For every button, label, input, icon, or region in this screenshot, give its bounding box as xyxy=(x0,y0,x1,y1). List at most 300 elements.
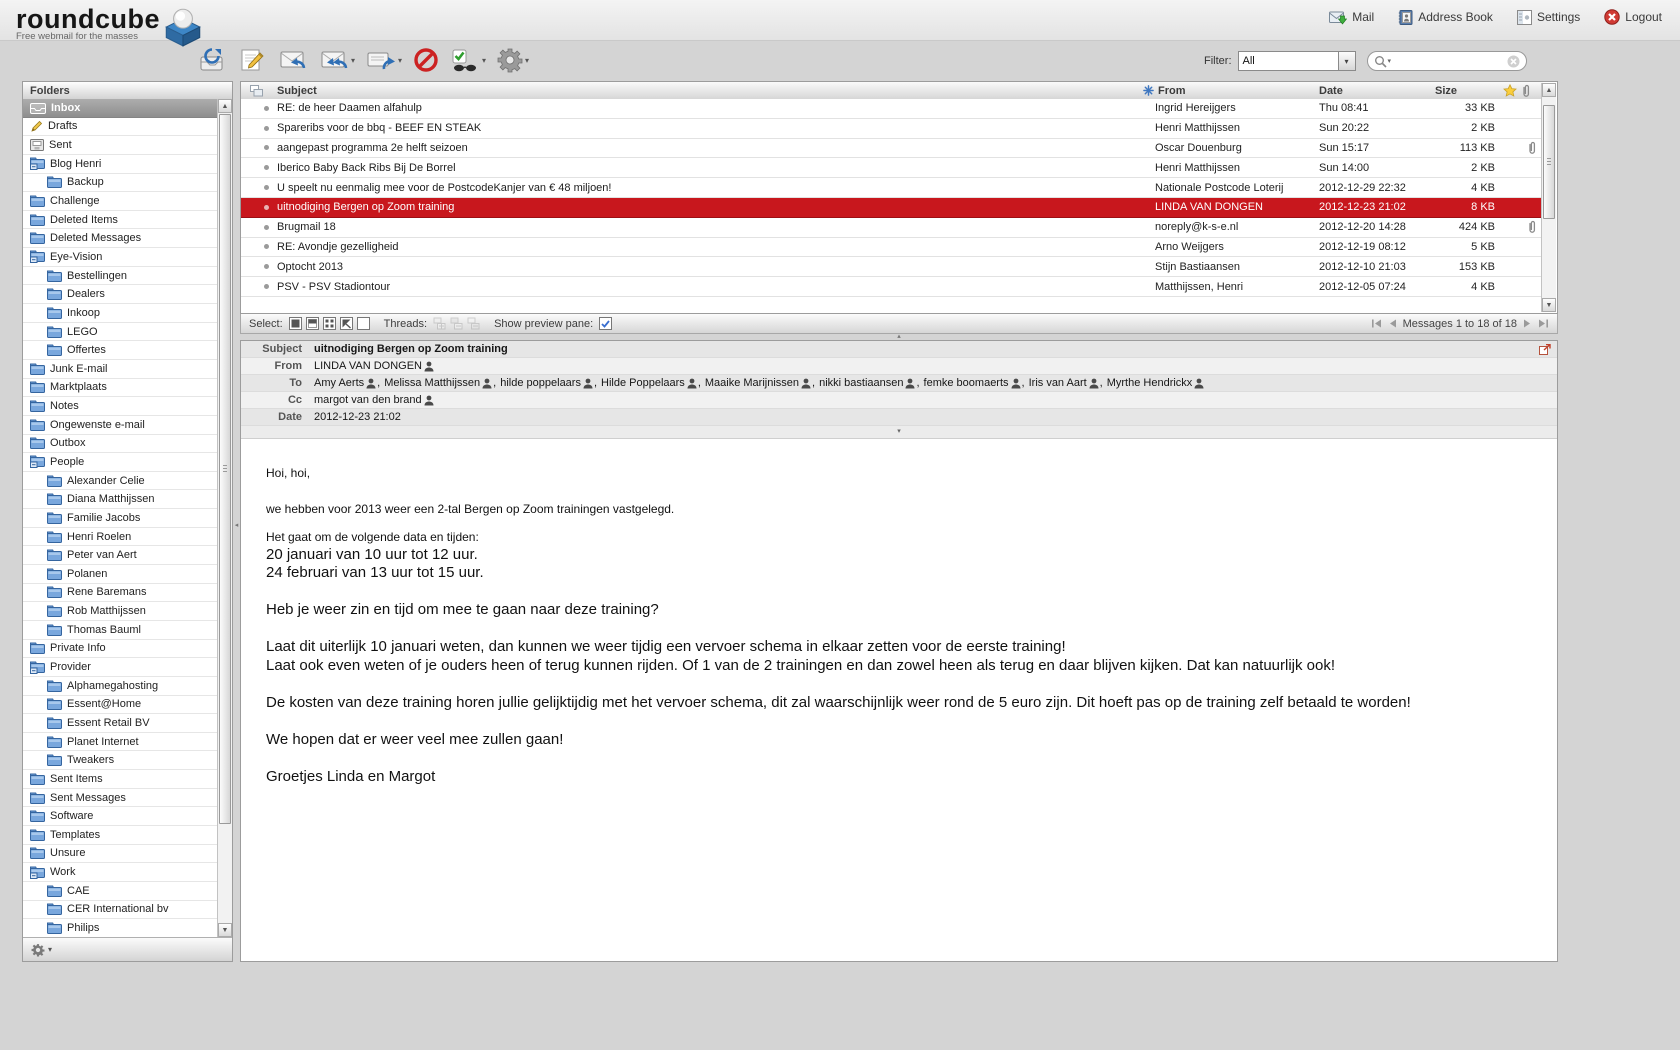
folder-icon xyxy=(30,232,45,244)
message-date: 2012-12-19 08:12 xyxy=(1319,240,1406,253)
separator: , xyxy=(697,377,701,389)
folder-bestellingen[interactable] xyxy=(23,267,217,286)
folder-icon xyxy=(47,736,62,748)
contact-name[interactable]: LINDA VAN DONGEN xyxy=(314,360,434,372)
taskbar-label: Settings xyxy=(1536,10,1581,24)
folder-label: Notes xyxy=(50,400,79,413)
contact-name[interactable]: margot van den brand xyxy=(314,394,434,406)
next-page-icon[interactable] xyxy=(1523,319,1532,328)
roundcube-logo xyxy=(16,5,206,47)
taskbar-button-address-book[interactable] xyxy=(1398,10,1493,25)
folder-outbox[interactable] xyxy=(23,435,217,454)
folder-label: Thomas Bauml xyxy=(67,623,141,636)
folder-icon xyxy=(30,847,45,859)
logo-tagline: Free webmail for the masses xyxy=(16,31,138,42)
person-icon xyxy=(1089,378,1099,389)
message-list-scrollbar[interactable] xyxy=(1541,83,1556,312)
person-icon xyxy=(583,378,593,389)
taskbar-button-mail[interactable] xyxy=(1329,10,1374,25)
folder-icon xyxy=(47,903,62,915)
message-subject: Brugmail 18 xyxy=(277,221,336,234)
person-icon xyxy=(424,395,434,406)
folder-icon xyxy=(30,400,45,412)
folder-ongewenste-e-mail[interactable] xyxy=(23,416,217,435)
folder-icon xyxy=(47,680,62,692)
folder-people[interactable] xyxy=(23,453,217,472)
search-input[interactable] xyxy=(1394,54,1506,68)
message-row[interactable] xyxy=(241,277,1543,297)
folder-cer-international-bv[interactable] xyxy=(23,901,217,920)
taskbar xyxy=(1329,9,1662,25)
folder-diana-matthijssen[interactable] xyxy=(23,490,217,509)
collapse-headers-icon[interactable]: ▾ xyxy=(897,428,901,435)
blank-line xyxy=(266,712,1537,731)
star-icon xyxy=(1503,84,1517,97)
contact-name[interactable]: Amy Aerts xyxy=(314,377,376,389)
message-from: Henri Matthijssen xyxy=(1155,122,1240,135)
message-row[interactable] xyxy=(241,119,1543,139)
folder-essent-retail-bv[interactable] xyxy=(23,714,217,733)
folder-deleted-items[interactable] xyxy=(23,211,217,230)
scrollbar-thumb[interactable] xyxy=(219,114,231,824)
chevron-down-icon[interactable]: ▾ xyxy=(398,55,403,65)
expand-unread-threads-icon[interactable] xyxy=(450,317,463,330)
replyall-icon xyxy=(319,47,349,73)
preview-pane xyxy=(240,340,1558,962)
folder-label: Offertes xyxy=(67,344,106,357)
preview-subject-row xyxy=(241,341,1557,358)
clear-search-icon[interactable] xyxy=(1507,55,1520,68)
contact-name[interactable]: hilde poppelaars xyxy=(500,377,593,389)
folder-label: Blog Henri xyxy=(50,157,102,170)
select-none-icon[interactable] xyxy=(357,317,370,330)
folder-templates[interactable] xyxy=(23,826,217,845)
person-icon xyxy=(1011,378,1021,389)
folder-henri-roelen[interactable] xyxy=(23,528,217,547)
message-subject: Optocht 2013 xyxy=(277,260,344,273)
column-header-flag[interactable] xyxy=(1503,82,1521,99)
preview-to xyxy=(307,377,1557,389)
previous-page-icon[interactable] xyxy=(1388,319,1397,328)
folder-label: Henri Roelen xyxy=(67,530,132,543)
message-size: 4 KB xyxy=(1471,280,1495,293)
folder-peter-van-aert[interactable] xyxy=(23,546,217,565)
scroll-up-icon[interactable]: ▲ xyxy=(1542,83,1556,97)
folder-private-info[interactable] xyxy=(23,640,217,659)
folder-icon xyxy=(47,493,62,505)
message-date: Thu 08:41 xyxy=(1319,102,1369,115)
vertical-splitter-handle[interactable]: ◂ xyxy=(234,522,239,529)
column-header-attachment[interactable] xyxy=(1521,82,1543,99)
scroll-up-icon[interactable]: ▲ xyxy=(218,99,232,113)
folder-icon xyxy=(30,642,45,654)
folder-essent-home[interactable] xyxy=(23,696,217,715)
separator: , xyxy=(916,377,920,389)
folder-label: Junk E-mail xyxy=(50,362,108,375)
folder-challenge[interactable] xyxy=(23,192,217,211)
folder-label: Rene Baremans xyxy=(67,586,147,599)
message-row[interactable] xyxy=(241,158,1543,178)
mail-icon xyxy=(1329,10,1347,25)
body-line: Hoi, hoi, xyxy=(266,466,311,480)
message-body xyxy=(241,439,1557,961)
folder-polanen[interactable] xyxy=(23,565,217,584)
folder-work[interactable] xyxy=(23,863,217,882)
message-rows xyxy=(241,99,1543,313)
folder-marktplaats[interactable] xyxy=(23,379,217,398)
folder-eye-vision[interactable] xyxy=(23,248,217,267)
blank-line xyxy=(266,620,1537,639)
message-list-panel xyxy=(240,81,1558,314)
person-icon xyxy=(1194,378,1204,389)
folder-alexander-celie[interactable] xyxy=(23,472,217,491)
search-menu-caret-icon[interactable]: ▾ xyxy=(1387,58,1392,65)
checkmail-button[interactable] xyxy=(196,46,230,74)
addressbook-icon xyxy=(1398,10,1413,25)
folder-junk-e-mail[interactable] xyxy=(23,360,217,379)
folder-thomas-bauml[interactable] xyxy=(23,621,217,640)
message-size: 5 KB xyxy=(1471,240,1495,253)
column-header-from[interactable]: From xyxy=(1129,82,1319,99)
pencil-icon xyxy=(30,120,43,133)
folder-label: Polanen xyxy=(67,567,108,580)
folder-icon xyxy=(30,829,45,841)
message-size: 113 KB xyxy=(1459,141,1495,154)
folder-inkoop[interactable] xyxy=(23,304,217,323)
parent-folder-icon xyxy=(30,157,45,170)
message-from: Ingrid Hereijgers xyxy=(1155,102,1236,115)
inbox-icon xyxy=(30,102,46,114)
folder-alphamegahosting[interactable] xyxy=(23,677,217,696)
folder-label: Inbox xyxy=(51,101,81,114)
select-current-page-icon[interactable] xyxy=(306,317,319,330)
folders-actions-bar xyxy=(23,937,232,961)
folder-actions-button[interactable] xyxy=(31,943,52,957)
folder-icon xyxy=(47,717,62,729)
folder-deleted-messages[interactable] xyxy=(23,229,217,248)
body-line: we hebben voor 2013 weer een 2-tal Bergen op Zoom trainingen vastgelegd. xyxy=(266,501,675,516)
thread-toggle-icon[interactable] xyxy=(241,82,271,99)
taskbar-label: Address Book xyxy=(1418,10,1493,24)
folder-unsure[interactable] xyxy=(23,845,217,864)
collapse-all-threads-icon[interactable] xyxy=(467,317,480,330)
search-icon[interactable] xyxy=(1374,55,1387,68)
folder-dealers[interactable] xyxy=(23,285,217,304)
message-row[interactable] xyxy=(241,257,1543,277)
folder-icon xyxy=(47,270,62,282)
folder-label: Alexander Celie xyxy=(67,474,145,487)
folder-label: Essent@Home xyxy=(67,698,142,711)
message-status-icon[interactable] xyxy=(264,264,269,269)
expand-all-threads-icon[interactable] xyxy=(433,317,446,330)
from-label: From xyxy=(274,360,302,372)
folder-label: Diana Matthijssen xyxy=(67,493,155,506)
folder-label: People xyxy=(50,455,85,468)
message-status-icon[interactable] xyxy=(264,205,269,210)
person-icon xyxy=(366,378,376,389)
folder-sent[interactable] xyxy=(23,136,217,155)
filter-select[interactable] xyxy=(1238,51,1356,71)
settings-icon xyxy=(1517,10,1532,25)
scroll-down-icon[interactable]: ▼ xyxy=(1542,298,1556,312)
paperclip-icon xyxy=(1521,84,1531,98)
folder-icon xyxy=(30,437,45,449)
message-from: Nationale Postcode Loterij xyxy=(1155,181,1284,194)
forward-button[interactable] xyxy=(364,46,404,74)
folder-rob-matthijssen[interactable] xyxy=(23,602,217,621)
folder-label: Provider xyxy=(50,661,91,674)
chevron-down-icon[interactable]: ▾ xyxy=(1338,52,1355,70)
preview-from-row xyxy=(241,358,1557,375)
folder-icon xyxy=(30,792,45,804)
sort-icon xyxy=(1143,85,1154,96)
folder-icon xyxy=(47,698,62,710)
folder-label: Work xyxy=(50,866,76,879)
contact-name[interactable]: Maaike Marijnissen xyxy=(705,377,811,389)
folder-label: Templates xyxy=(50,828,101,841)
message-status-icon[interactable] xyxy=(264,145,269,150)
mark-button[interactable] xyxy=(448,46,488,74)
folder-sent-messages[interactable] xyxy=(23,789,217,808)
compose-button[interactable] xyxy=(237,46,269,74)
header-collapse-strip xyxy=(241,426,1557,439)
body-line: De kosten van deze training horen jullie gelijktijdig met het vervoer schema, dit zal waarschijnlijk weer rond de 5 euro zijn. Dit hoeft pas op de training zelf betaald te worden! xyxy=(266,693,1411,711)
message-status-icon[interactable] xyxy=(264,185,269,190)
folder-label: Familie Jacobs xyxy=(67,511,141,524)
folder-label: Planet Internet xyxy=(67,735,139,748)
folder-icon xyxy=(47,475,62,487)
folder-label: Tweakers xyxy=(67,754,115,767)
message-size: 8 KB xyxy=(1471,201,1495,214)
chevron-down-icon[interactable]: ▾ xyxy=(351,55,356,65)
folder-icon xyxy=(47,176,62,188)
preview-subject: uitnodiging Bergen op Zoom training xyxy=(314,343,508,355)
message-from: Henri Matthijssen xyxy=(1155,161,1240,174)
folder-icon xyxy=(47,624,62,636)
scroll-down-icon[interactable]: ▼ xyxy=(218,923,232,937)
message-status-icon[interactable] xyxy=(264,165,269,170)
folder-icon xyxy=(47,344,62,356)
folders-panel xyxy=(22,81,233,962)
preview-pane-checkbox[interactable] xyxy=(599,317,612,330)
folder-provider[interactable] xyxy=(23,658,217,677)
message-date: Sun 14:00 xyxy=(1319,161,1370,174)
blank-line xyxy=(266,675,1537,694)
message-status-icon[interactable] xyxy=(264,284,269,289)
checkmail-icon xyxy=(198,47,228,73)
folder-icon xyxy=(47,307,62,319)
message-row[interactable] xyxy=(241,178,1543,198)
folder-software[interactable] xyxy=(23,807,217,826)
folder-inbox[interactable] xyxy=(23,99,217,118)
sent-icon xyxy=(30,139,44,151)
contact-name[interactable]: Melissa Matthijssen xyxy=(384,377,492,389)
message-status-icon[interactable] xyxy=(264,225,269,230)
gear-icon xyxy=(31,943,45,957)
folder-drafts[interactable] xyxy=(23,118,217,137)
contact-name[interactable]: Hilde Poppelaars xyxy=(601,377,697,389)
separator: , xyxy=(377,377,381,389)
scrollbar-thumb[interactable] xyxy=(1543,105,1555,219)
roundcube-cube-icon xyxy=(160,5,206,47)
message-row[interactable] xyxy=(241,238,1543,258)
message-subject: RE: de heer Daamen alfahulp xyxy=(277,102,422,115)
message-row[interactable] xyxy=(241,99,1543,119)
column-header-subject[interactable]: Subject xyxy=(277,84,317,97)
last-page-icon[interactable] xyxy=(1538,319,1549,328)
message-from: Stijn Bastiaansen xyxy=(1155,260,1240,273)
contact-name[interactable]: femke boomaerts xyxy=(924,377,1021,389)
folder-label: Philips xyxy=(67,922,100,934)
message-row[interactable] xyxy=(241,139,1543,159)
folder-backup[interactable] xyxy=(23,174,217,193)
folder-planet-internet[interactable] xyxy=(23,733,217,752)
folder-blog-henri[interactable] xyxy=(23,155,217,174)
paperclip-icon xyxy=(1527,141,1537,155)
blank-line xyxy=(266,583,1537,602)
open-in-new-window-icon[interactable] xyxy=(1539,344,1551,355)
folder-label: Software xyxy=(50,810,94,823)
message-date: Sun 20:22 xyxy=(1319,122,1370,135)
separator: , xyxy=(1099,377,1103,389)
folder-label: Outbox xyxy=(50,437,86,450)
folder-familie-jacobs[interactable] xyxy=(23,509,217,528)
parent-folder-icon xyxy=(30,250,45,263)
filter-select-value: All xyxy=(1242,55,1255,67)
folder-label: Peter van Aert xyxy=(67,549,137,562)
folders-title: Folders xyxy=(23,82,232,100)
replyall-button[interactable] xyxy=(317,46,357,74)
folder-label: Bestellingen xyxy=(67,269,127,282)
logo-text: roundcube xyxy=(16,4,160,34)
folder-icon xyxy=(30,363,45,375)
chevron-down-icon[interactable]: ▾ xyxy=(482,55,487,65)
folder-label: Deleted Messages xyxy=(50,232,142,245)
subject-label: Subject xyxy=(262,343,302,355)
message-from: Arno Weijgers xyxy=(1155,240,1224,253)
search-box[interactable] xyxy=(1367,51,1527,71)
chevron-down-icon: ▾ xyxy=(48,945,53,954)
folder-philips[interactable] xyxy=(23,919,217,937)
separator: , xyxy=(493,377,497,389)
contact-name[interactable]: nikki bastiaansen xyxy=(819,377,915,389)
cc-label: Cc xyxy=(287,394,302,406)
folder-label: Rob Matthijssen xyxy=(67,605,146,618)
message-status-icon[interactable] xyxy=(264,106,269,111)
folder-label: Sent Messages xyxy=(50,791,126,804)
logout-icon xyxy=(1604,9,1620,25)
folder-tweakers[interactable] xyxy=(23,751,217,770)
folder-icon xyxy=(47,922,62,934)
column-header-date[interactable]: Date xyxy=(1319,84,1343,97)
folder-label: Deleted Items xyxy=(50,213,118,226)
folder-icon xyxy=(30,419,45,431)
message-size: 2 KB xyxy=(1471,122,1495,135)
horizontal-splitter-handle[interactable]: ▴ xyxy=(897,332,901,340)
compose-icon xyxy=(239,47,267,73)
folder-icon xyxy=(47,531,62,543)
folder-icon xyxy=(47,549,62,561)
body-line: Laat dit uiterlijk 10 januari weten, dan kunnen we weer tijdig een vervoer schema in elkaar zetten voor de eerste training! xyxy=(266,638,1066,655)
folder-label: Drafts xyxy=(48,120,78,133)
folder-icon xyxy=(30,381,45,393)
message-from: Oscar Douenburg xyxy=(1155,141,1242,154)
select-invert-icon[interactable] xyxy=(340,317,353,330)
body-line: Laat ook even weten of je ouders heen of terug kunnen rijden. Of 1 van de 2 trainingen en dan zowel heen als terug en daar blijven kijken. Dat kan natuurlijk ook! xyxy=(266,656,1336,674)
column-header-size[interactable]: Size xyxy=(1435,84,1458,97)
folder-rene-baremans[interactable] xyxy=(23,584,217,603)
folder-label: Ongewenste e-mail xyxy=(50,418,145,431)
preview-cc-row xyxy=(241,392,1557,409)
body-line: 20 januari van 10 uur tot 12 uur. xyxy=(266,545,478,563)
folder-label: Backup xyxy=(67,176,104,189)
contact-name[interactable]: Myrthe Hendrickx xyxy=(1107,377,1205,389)
message-status-icon[interactable] xyxy=(264,244,269,249)
folder-icon xyxy=(30,773,45,785)
options-button[interactable] xyxy=(495,46,531,74)
folder-icon xyxy=(47,326,62,338)
taskbar-button-logout[interactable] xyxy=(1604,9,1662,25)
folder-label: Dealers xyxy=(67,288,105,301)
folder-label: LEGO xyxy=(67,325,98,338)
message-row[interactable] xyxy=(241,198,1543,218)
reply-button[interactable] xyxy=(276,46,310,74)
blank-line xyxy=(266,518,1537,529)
taskbar-button-settings[interactable] xyxy=(1517,10,1580,25)
message-status-icon[interactable] xyxy=(264,126,269,131)
blank-line xyxy=(266,482,1537,501)
folders-scrollbar[interactable] xyxy=(217,99,232,937)
message-date: 2012-12-05 07:24 xyxy=(1319,280,1406,293)
folder-label: CER International bv xyxy=(67,903,169,916)
folder-cae[interactable] xyxy=(23,882,217,901)
select-unread-icon[interactable] xyxy=(323,317,336,330)
message-size: 4 KB xyxy=(1471,181,1495,194)
message-count: Messages 1 to 18 of 18 xyxy=(1402,317,1517,330)
message-date: 2012-12-20 14:28 xyxy=(1319,221,1406,234)
folder-lego[interactable] xyxy=(23,323,217,342)
message-from: noreply@k-s-e.nl xyxy=(1155,221,1239,234)
preview-to-row xyxy=(241,375,1557,392)
first-page-icon[interactable] xyxy=(1371,319,1382,328)
folder-offertes[interactable] xyxy=(23,341,217,360)
folder-icon xyxy=(47,586,62,598)
delete-button[interactable] xyxy=(411,46,441,74)
folder-notes[interactable] xyxy=(23,397,217,416)
folder-sent-items[interactable] xyxy=(23,770,217,789)
message-date: 2012-12-10 21:03 xyxy=(1319,260,1406,273)
to-label: To xyxy=(289,377,302,389)
folder-list xyxy=(23,99,217,937)
chevron-down-icon[interactable]: ▾ xyxy=(525,55,530,65)
person-icon xyxy=(482,378,492,389)
body-line: We hopen dat er weer veel mee zullen gaan! xyxy=(266,730,564,748)
message-count-area xyxy=(1371,318,1549,330)
folder-label: Essent Retail BV xyxy=(67,716,150,729)
message-row[interactable] xyxy=(241,218,1543,238)
paperclip-icon xyxy=(1527,220,1537,234)
person-icon xyxy=(687,378,697,389)
taskbar-label: Logout xyxy=(1625,10,1662,24)
message-size: 424 KB xyxy=(1458,221,1495,234)
folder-icon xyxy=(47,754,62,766)
body-line: Het gaat om de volgende data en tijden: xyxy=(266,529,479,544)
select-all-icon[interactable] xyxy=(289,317,302,330)
contact-name[interactable]: Iris van Aart xyxy=(1029,377,1099,389)
message-from: Matthijssen, Henri xyxy=(1155,280,1244,293)
folder-label: CAE xyxy=(67,884,90,897)
message-subject: U speelt nu eenmalig mee voor de PostcodeKanjer van € 48 miljoen! xyxy=(277,181,612,194)
